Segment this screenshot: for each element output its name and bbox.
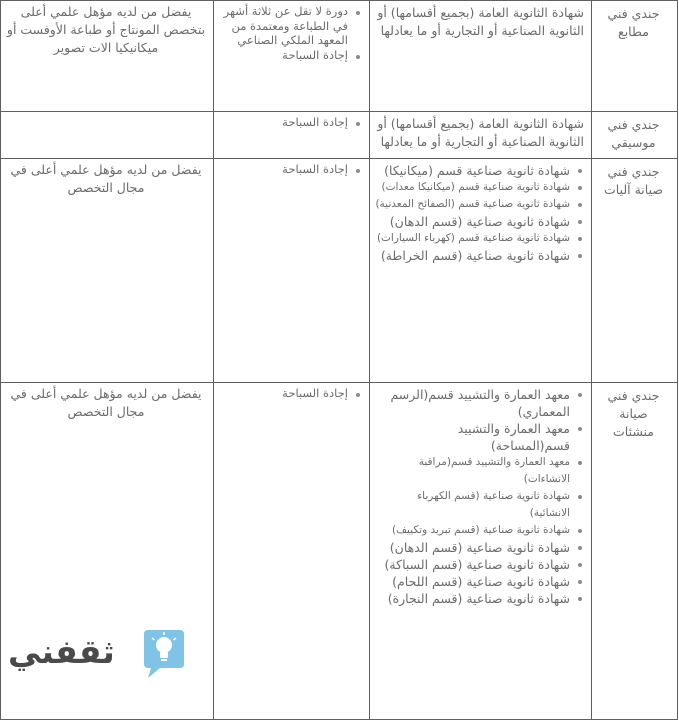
lightbulb-chat-icon — [138, 628, 188, 680]
list-item: معهد العمارة والتشييد قسم(مراقبة الانشاءات) — [375, 454, 570, 488]
list-item: دورة لا تقل عن ثلاثة أشهر في الطباعة ومعتمدة من المعهد الملكي الصناعي — [219, 4, 348, 48]
preference-note — [1, 112, 214, 159]
list-item: شهادة ثانوية صناعية (قسم الدهان) — [375, 213, 570, 230]
table-row — [1, 1, 678, 112]
logo-text: ثقفني — [8, 632, 115, 671]
list-item: شهادة ثانوية صناعية قسم (ميكانيكا معدات) — [375, 179, 570, 196]
table-row — [1, 159, 678, 383]
certificate-requirement: شهادة الثانوية العامة (بجميع أقسامها) أو الثانوية الصناعية أو التجارية أو ما يعادلها — [370, 112, 592, 159]
list-item: إجادة السباحة — [219, 162, 348, 177]
job-title: جندي فني صيانة آليات — [592, 159, 678, 383]
certificates-cell — [370, 159, 592, 383]
table-row — [1, 112, 678, 159]
certificate-requirement: شهادة الثانوية العامة (بجميع أقسامها) أو الثانوية الصناعية أو التجارية أو ما يعادلها — [370, 1, 592, 112]
list-item: إجادة السباحة — [219, 48, 348, 63]
list-item: شهادة ثانوية صناعية (قسم الخراطة) — [375, 247, 570, 264]
courses-cell — [214, 112, 370, 159]
list-item: شهادة ثانوية صناعية (قسم الدهان) — [375, 539, 570, 556]
preference-note: يفضل من لديه مؤهل علمي أعلى في مجال التخصص — [1, 159, 214, 383]
list-item: شهادة ثانوية صناعية (قسم اللحام) — [375, 573, 570, 590]
courses-cell — [214, 159, 370, 383]
job-title: جندي فني مطابع — [592, 1, 678, 112]
job-title: جندي فني موسيقي — [592, 112, 678, 159]
list-item: شهادة ثانوية صناعية قسم (كهرباء السيارات) — [375, 230, 570, 247]
list-item: شهادة ثانوية صناعية قسم (الصفائح المعدنية) — [375, 196, 570, 213]
list-item: إجادة السباحة — [219, 115, 348, 130]
job-title: جندي فني صيانة منشئات — [592, 383, 678, 720]
preference-note: يفضل من لديه مؤهل علمي أعلى في مجال التخصص — [1, 383, 214, 720]
list-item: معهد العمارة والتشييد قسم(المساحة) — [375, 420, 570, 454]
certificates-cell — [370, 383, 592, 720]
list-item: شهادة ثانوية صناعية (قسم الكهرباء الانشائية) — [375, 488, 570, 522]
preference-note: يفضل من لديه مؤهل علمي أعلى بتخصص المونتاج أو طباعة الأوفست أو ميكانيكيا الات تصوير — [1, 1, 214, 112]
list-item: معهد العمارة والتشييد قسم(الرسم المعماري) — [375, 386, 570, 420]
list-item: شهادة ثانوية صناعية (قسم تبريد وتكييف) — [375, 522, 570, 539]
site-logo — [8, 628, 188, 690]
courses-cell — [214, 1, 370, 112]
courses-cell — [214, 383, 370, 720]
list-item: شهادة ثانوية صناعية قسم (ميكانيكا) — [375, 162, 570, 179]
list-item: شهادة ثانوية صناعية (قسم النجارة) — [375, 590, 570, 607]
list-item: إجادة السباحة — [219, 386, 348, 401]
list-item: شهادة ثانوية صناعية (قسم السباكة) — [375, 556, 570, 573]
